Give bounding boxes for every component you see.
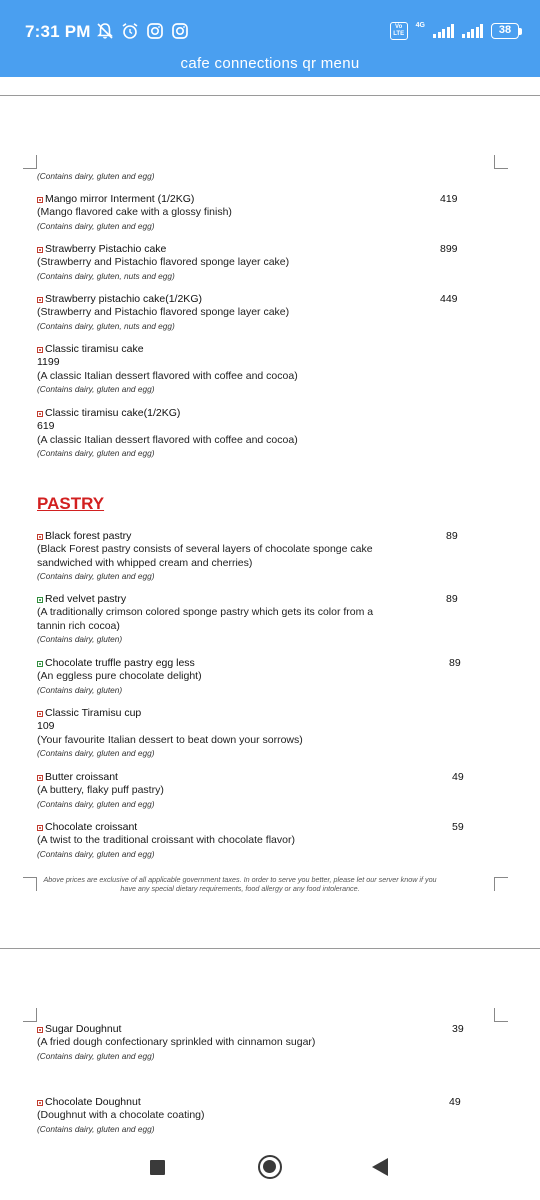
- page-title: cafe connections qr menu: [180, 55, 360, 72]
- item-allergen-note: (Contains dairy, gluten and egg): [37, 571, 155, 581]
- nonveg-mark-icon: [37, 825, 43, 831]
- item-price: 49: [449, 1096, 461, 1108]
- menu-item[interactable]: [37, 771, 467, 810]
- battery-level: 38: [491, 23, 519, 39]
- crop-mark: [494, 877, 508, 891]
- item-name: Classic tiramisu cake(1/2KG): [45, 407, 181, 419]
- menu-item[interactable]: [37, 707, 467, 759]
- item-allergen-note: (Contains dairy, gluten, nuts and egg): [37, 270, 175, 281]
- item-allergen-note: (Contains dairy, gluten and egg): [37, 384, 155, 394]
- crop-mark: [23, 877, 37, 891]
- instagram-icon: [171, 22, 189, 40]
- nonveg-mark-icon: [37, 347, 43, 353]
- crop-mark: [23, 1008, 37, 1022]
- item-price: 1199: [37, 356, 60, 368]
- item-description: (A traditionally crimson colored sponge pastry which gets its color from a tannin rich cocoa): [37, 606, 374, 632]
- item-allergen-note: (Contains dairy, gluten and egg): [37, 848, 155, 859]
- section-title-pastry: PASTRY: [37, 494, 105, 513]
- item-name: Classic tiramisu cake: [45, 343, 144, 355]
- item-name: Strawberry Pistachio cake: [45, 243, 167, 255]
- volte-badge: Vo LTE: [390, 22, 408, 40]
- notification-icons: [96, 22, 189, 40]
- item-description: (Strawberry and Pistachio flavored sponge layer cake): [37, 256, 290, 268]
- item-name: Mango mirror Interment (1/2KG): [45, 193, 195, 205]
- item-allergen-note: (Contains dairy, gluten, nuts and egg): [37, 320, 175, 331]
- item-name: Butter croissant: [45, 771, 118, 783]
- page-divider: [0, 948, 540, 949]
- item-price: 89: [449, 657, 461, 669]
- veg-mark-icon: [37, 661, 43, 667]
- item-allergen-note: (Contains dairy, gluten): [37, 684, 123, 695]
- item-description: (A classic Italian dessert flavored with coffee and cocoa): [37, 433, 298, 446]
- nonveg-mark-icon: [37, 534, 43, 540]
- item-description: (A twist to the traditional croissant with chocolate flavor): [37, 834, 295, 846]
- item-description: (A fried dough confectionary sprinkled with cinnamon sugar): [37, 1036, 316, 1048]
- menu-item[interactable]: [37, 821, 467, 860]
- nonveg-mark-icon: [37, 775, 43, 781]
- item-allergen-note: (Contains dairy, gluten and egg): [37, 220, 155, 231]
- navigation-bar: [0, 1136, 540, 1200]
- menu-item[interactable]: [37, 1023, 467, 1062]
- menu-item[interactable]: [37, 1096, 467, 1135]
- item-price: 899: [440, 243, 458, 255]
- crop-mark: [494, 1008, 508, 1022]
- item-allergen-note: (Contains dairy, gluten and egg): [37, 748, 155, 758]
- item-price: 89: [446, 593, 458, 605]
- nonveg-mark-icon: [37, 247, 43, 253]
- item-name: Sugar Doughnut: [45, 1023, 122, 1035]
- system-indicators: [390, 22, 522, 40]
- item-allergen-note: (Contains dairy, gluten and egg): [37, 1050, 155, 1061]
- crop-mark: [23, 155, 37, 169]
- item-allergen-note: (Contains dairy, gluten and egg): [37, 1123, 155, 1134]
- item-description: (An eggless pure chocolate delight): [37, 670, 202, 682]
- item-name: Black forest pastry: [45, 530, 132, 542]
- tax-disclaimer: Above prices are exclusive of all applicable government taxes. In order to serve you better, please let our server know if you have any special dietary requirements, food allergy or any food intolerance.: [43, 875, 437, 893]
- item-description: (Your favourite Italian dessert to beat down your sorrows): [37, 733, 303, 746]
- nonveg-mark-icon: [37, 297, 43, 303]
- nonveg-mark-icon: [37, 197, 43, 203]
- list-item: (Contains dairy, gluten and egg): [37, 171, 155, 181]
- item-name: Chocolate croissant: [45, 821, 138, 833]
- menu-item[interactable]: [37, 243, 467, 282]
- item-price: 109: [37, 720, 55, 732]
- item-name: Chocolate truffle pastry egg less: [45, 657, 195, 669]
- battery-icon: [491, 23, 522, 39]
- status-bar: [0, 0, 540, 48]
- item-description: (Doughnut with a chocolate coating): [37, 1109, 205, 1121]
- item-description: (A classic Italian dessert flavored with coffee and cocoa): [37, 369, 298, 382]
- item-description: (Black Forest pastry consists of several layers of chocolate sponge cake sandwiched with whipped cream and cherries): [37, 543, 373, 569]
- item-allergen-note: (Contains dairy, gluten and egg): [37, 798, 155, 809]
- back-button[interactable]: [372, 1158, 388, 1176]
- page-divider: [0, 95, 540, 96]
- menu-item[interactable]: [37, 530, 467, 582]
- item-description: (A buttery, flaky puff pastry): [37, 784, 164, 796]
- status-time: 7:31 PM: [25, 22, 91, 41]
- signal-strength-icon: [433, 24, 454, 38]
- veg-mark-icon: [37, 597, 43, 603]
- item-price: 419: [440, 193, 458, 205]
- nonveg-mark-icon: [37, 1027, 43, 1033]
- nonveg-mark-icon: [37, 411, 43, 417]
- mute-bell-icon: [96, 22, 114, 40]
- item-name: Strawberry pistachio cake(1/2KG): [45, 293, 202, 305]
- crop-mark: [494, 155, 508, 169]
- network-type-label: 4G: [415, 21, 425, 29]
- item-description: (Strawberry and Pistachio flavored sponge layer cake): [37, 306, 290, 318]
- item-name: Classic Tiramisu cup: [45, 707, 142, 719]
- menu-item[interactable]: [37, 293, 467, 332]
- item-name: Chocolate Doughnut: [45, 1096, 141, 1108]
- item-price: 39: [452, 1023, 464, 1035]
- menu-item[interactable]: [37, 657, 467, 696]
- alarm-icon: [121, 22, 139, 40]
- menu-item[interactable]: [37, 343, 467, 395]
- instagram-icon: [146, 22, 164, 40]
- item-price: 619: [37, 420, 55, 432]
- nonveg-mark-icon: [37, 711, 43, 717]
- signal-strength-icon: [462, 24, 483, 38]
- menu-item[interactable]: [37, 193, 467, 232]
- home-button[interactable]: [258, 1155, 282, 1179]
- item-price: 49: [452, 771, 464, 783]
- menu-item[interactable]: [37, 593, 467, 645]
- item-allergen-note: (Contains dairy, gluten): [37, 634, 123, 644]
- menu-item[interactable]: [37, 407, 467, 459]
- item-price: 449: [440, 293, 458, 305]
- item-price: 59: [452, 821, 464, 833]
- item-price: 89: [446, 530, 458, 542]
- item-name: Red velvet pastry: [45, 593, 127, 605]
- recent-apps-button[interactable]: [150, 1160, 165, 1175]
- item-description: (Mango flavored cake with a glossy finish): [37, 206, 232, 218]
- nonveg-mark-icon: [37, 1100, 43, 1106]
- app-bar: [0, 0, 540, 77]
- item-allergen-note: (Contains dairy, gluten and egg): [37, 448, 155, 458]
